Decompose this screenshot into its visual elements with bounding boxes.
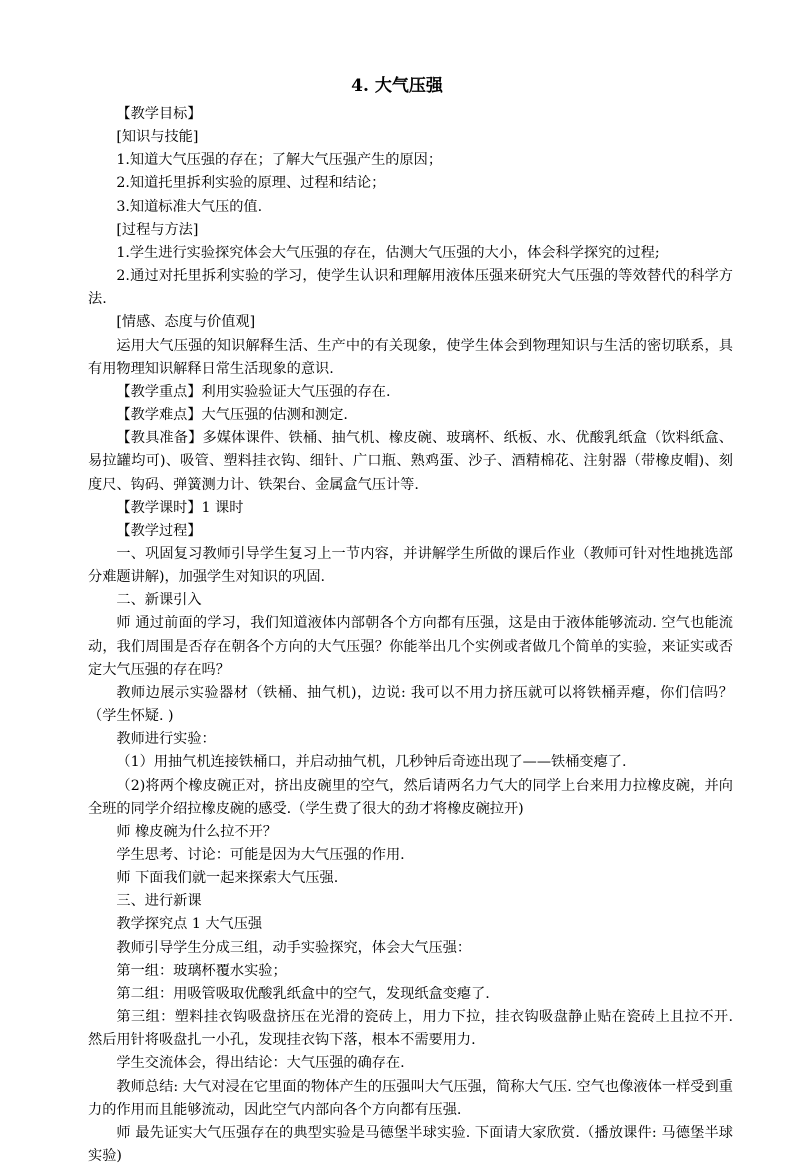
paragraph: 第一组：玻璃杯覆水实验； <box>116 962 287 979</box>
paragraph: （1）用抽气机连接铁桶口，并启动抽气机，几秒钟后奇迹出现了——铁桶变瘪了. <box>116 754 627 771</box>
page-title: 4. 大气压强 <box>351 76 443 96</box>
paragraph: 学生交流体会，得出结论：大气压强的确存在. <box>116 1055 405 1072</box>
paragraph: 教师进行实验： <box>116 731 216 748</box>
objective-item: 1.知道大气压强的存在；了解大气压强产生的原因； <box>116 152 443 169</box>
paragraph: 第二组：用吸管吸取优酸乳纸盒中的空气，发现纸盒变瘪了. <box>116 985 490 1002</box>
teaching-difficulty: 【教学难点】大气压强的估测和测定. <box>116 407 348 424</box>
paragraph: 师 下面我们就一起来探索大气压强. <box>116 870 339 887</box>
teaching-hours: 【教学课时】1 课时 <box>116 499 244 516</box>
teaching-materials: 【教具准备】多媒体课件、铁桶、抽气机、橡皮碗、玻璃杯、纸板、水、优酸乳纸盒（饮料纸盒、易拉罐均可)、吸管、塑料挂衣钩、细针、广口瓶、熟鸡蛋、沙子、酒精棉花、注射器（带橡皮帽)、刻度尺、钩码、弹簧测力计、铁架台、金属盒气压计等. <box>88 430 733 493</box>
subheading-knowledge-skills: [知识与技能] <box>116 129 199 146</box>
subheading-process-method: [过程与方法] <box>116 221 199 238</box>
paragraph: 第三组：塑料挂衣钩吸盘挤压在光滑的瓷砖上，用力下拉，挂衣钩吸盘静止贴在瓷砖上且拉不开. 然后用针将吸盘扎一小孔，发现挂衣钩下落，根本不需要用力. <box>88 1009 733 1049</box>
paragraph: 一、巩固复习教师引导学生复习上一节内容，并讲解学生所做的课后作业（教师可针对性地挑选部分难题讲解)，加强学生对知识的巩固. <box>88 545 733 586</box>
heading-objectives: 【教学目标】 <box>116 106 202 122</box>
paragraph: 学生思考、讨论：可能是因为大气压强的作用. <box>116 847 405 863</box>
paragraph: 教师引导学生分成三组，动手实验探究，体会大气压强： <box>116 939 472 956</box>
paragraph: 师 橡皮碗为什么拉不开？ <box>116 823 277 840</box>
paragraph: 运用大气压强的知识解释生活、生产中的有关现象，使学生体会到物理知识与生活的密切联系，具有用物理知识解释日常生活现象的意识. <box>88 337 733 377</box>
objective-item: 1.学生进行实验探究体会大气压强的存在，估测大气压强的大小，体会科学探究的过程; <box>116 244 660 261</box>
paragraph: 师 通过前面的学习，我们知道液体内部朝各个方向都有压强，这是由于液体能够流动. 空气也能流动，我们周围是否存在朝各个方向的大气压强？你能举出几个实例或者做几个简单的实验，来证实或否定大气压强的存在吗？ <box>88 615 733 678</box>
paragraph: 教学探究点 1 大气压强 <box>116 916 263 933</box>
subheading-emotion-values: [情感、态度与价值观] <box>116 314 256 331</box>
paragraph: 师 最先证实大气压强存在的典型实验是马德堡半球实验. 下面请大家欣赏.（播放课件: 马德堡半球实验) <box>88 1124 733 1165</box>
section-heading: 二、新课引入 <box>116 592 202 609</box>
objective-item: 2.知道托里拆利实验的原理、过程和结论； <box>116 175 386 192</box>
objective-item: 2.通过对托里拆利实验的学习，使学生认识和理解用液体压强来研究大气压强的等效替代的科学方法. <box>88 268 733 308</box>
heading-process: 【教学过程】 <box>116 522 202 539</box>
paragraph: 教师边展示实验器材（铁桶、抽气机)，边说: 我可以不用力挤压就可以将铁桶弄瘪，你们信吗？（学生怀疑. ) <box>88 684 733 725</box>
teaching-focus: 【教学重点】利用实验验证大气压强的存在. <box>116 383 391 400</box>
paragraph: 教师总结: 大气对浸在它里面的物体产生的压强叫大气压强，简称大气压. 空气也像液体一样受到重力的作用而且能够流动，因此空气内部向各个方向都有压强. <box>88 1078 733 1118</box>
objective-item: 3.知道标准大气压的值. <box>116 198 263 215</box>
document-body <box>88 103 733 1168</box>
section-heading: 三、进行新课 <box>116 893 202 910</box>
paragraph: （2)将两个橡皮碗正对，挤出皮碗里的空气，然后请两名力气大的同学上台来用力拉橡皮碗，并向全班的同学介绍拉橡皮碗的感受.（学生费了很大的劲才将橡皮碗拉开) <box>88 777 733 817</box>
